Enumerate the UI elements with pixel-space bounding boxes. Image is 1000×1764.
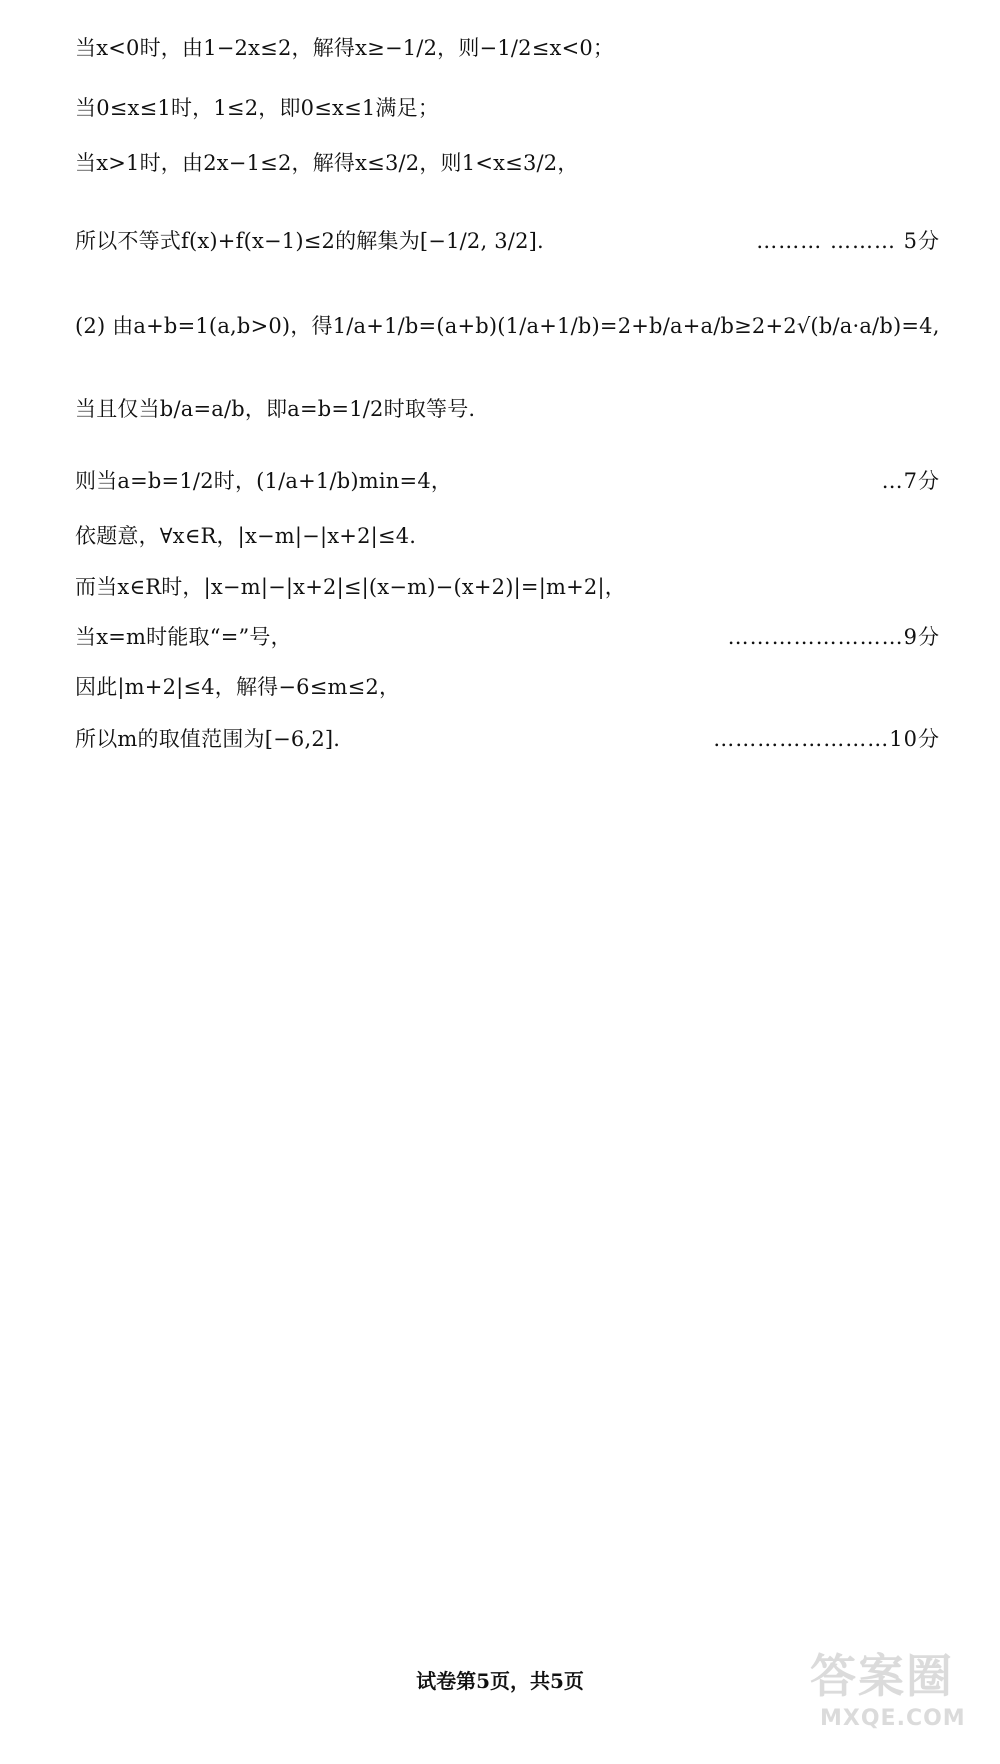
solution-line-12: [0, 708, 1000, 768]
solution-line-4: [0, 210, 1000, 270]
watermark-sub-text: MXQE.COM: [820, 1706, 966, 1731]
solution-text: 当且仅当b/a=a/b，即a=b=1/2时取等号.: [75, 397, 476, 421]
solution-line-7: [0, 450, 1000, 510]
score-marker: ……… ……… 5分: [756, 229, 940, 253]
score-marker: …7分: [881, 469, 940, 493]
solution-text: 依题意，∀x∈R，|x−m|−|x+2|≤4.: [75, 524, 417, 548]
solution-text: 则当a=b=1/2时，(1/a+1/b)min=4，: [75, 469, 453, 493]
solution-line-1: [0, 17, 1000, 77]
solution-text: 所以不等式f(x)+f(x−1)≤2的解集为[−1/2, 3/2].: [75, 229, 544, 253]
watermark-logo: [810, 1640, 970, 1750]
solution-text: 所以m的取值范围为[−6,2].: [75, 727, 341, 751]
solution-line-3: [0, 132, 1000, 192]
watermark-main-text: 答案圈: [810, 1649, 954, 1703]
solution-text: 而当x∈R时，|x−m|−|x+2|≤|(x−m)−(x+2)|=|m+2|，: [75, 575, 626, 599]
score-marker: ……………………9分: [727, 625, 940, 649]
solution-text: 当0≤x≤1时，1≤2，即0≤x≤1满足；: [75, 96, 440, 120]
solution-text: 当x>1时，由2x−1≤2，解得x≤3/2，则1<x≤3/2，: [75, 151, 579, 175]
solution-text: 因此|m+2|≤4，解得−6≤m≤2，: [75, 675, 401, 699]
page-footer: 试卷第5页，共5页: [416, 1669, 584, 1693]
solution-line-11: [0, 656, 1000, 716]
solution-text: 当x<0时，由1−2x≤2，解得x≥−1/2，则−1/2≤x<0；: [75, 36, 615, 60]
solution-text: (2) 由a+b=1(a,b>0)，得1/a+1/b=(a+b)(1/a+1/b)=2+b/a+a/b≥2+2√(b/a·a/b)=4,: [75, 314, 940, 338]
solution-text: 当x=m时能取“=”号，: [75, 625, 292, 649]
solution-line-5: [0, 295, 1000, 355]
score-marker: ……………………10分: [713, 727, 940, 751]
solution-line-2: [0, 77, 1000, 137]
solution-line-6: [0, 378, 1000, 438]
